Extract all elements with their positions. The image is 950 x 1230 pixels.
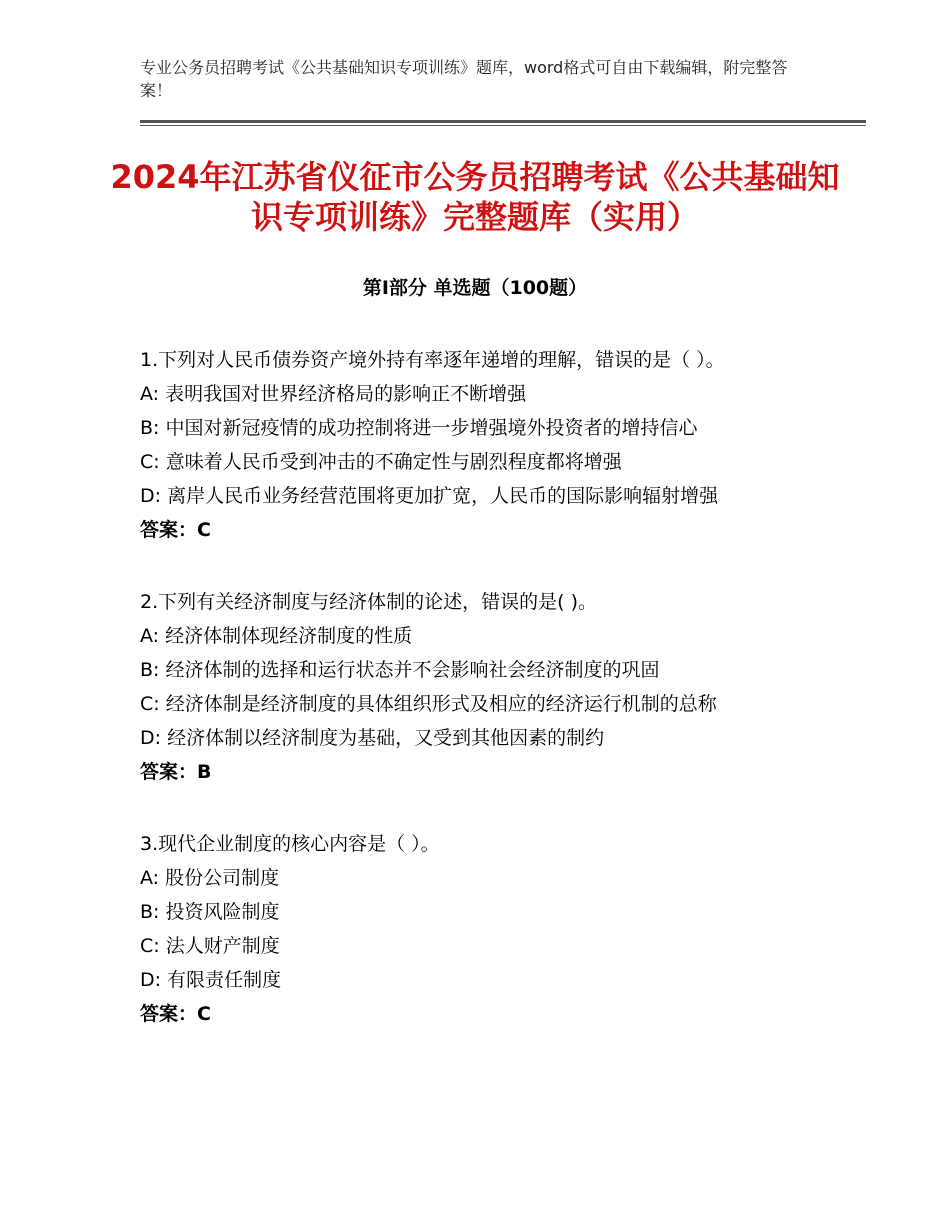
question-list [140, 343, 810, 1069]
question-stem: 3.现代企业制度的核心内容是（ ）。 [140, 833, 440, 855]
option-d: D: 经济体制以经济制度为基础，又受到其他因素的制约 [140, 727, 605, 749]
option-b: B: 投资风险制度 [140, 901, 280, 923]
section-title: 第Ⅰ部分 单选题（100题） [362, 277, 588, 299]
answer: 答案：C [140, 519, 211, 541]
answer: 答案：C [140, 1003, 211, 1025]
question-item [140, 343, 810, 547]
option-c: C: 意味着人民币受到冲击的不确定性与剧烈程度都将增强 [140, 451, 622, 473]
option-d: D: 有限责任制度 [140, 969, 282, 991]
option-a: A: 股份公司制度 [140, 867, 280, 889]
question-stem: 1.下列对人民币债券资产境外持有率逐年递增的理解，错误的是（ ）。 [140, 349, 725, 371]
question-stem: 2.下列有关经济制度与经济体制的论述，错误的是( )。 [140, 591, 597, 613]
option-d: D: 离岸人民币业务经营范围将更加扩宽，人民币的国际影响辐射增强 [140, 485, 719, 507]
document-title: 2024年江苏省仪征市公务员招聘考试《公共基础知识专项训练》完整题库（实用） [110, 158, 840, 236]
option-a: A: 表明我国对世界经济格局的影响正不断增强 [140, 383, 527, 405]
option-a: A: 经济体制体现经济制度的性质 [140, 625, 413, 647]
option-b: B: 中国对新冠疫情的成功控制将进一步增强境外投资者的增持信心 [140, 417, 698, 439]
option-c: C: 法人财产制度 [140, 935, 280, 957]
header-rule-thick [140, 120, 866, 123]
answer: 答案：B [140, 761, 212, 783]
header-rule-thin [140, 125, 866, 126]
option-b: B: 经济体制的选择和运行状态并不会影响社会经济制度的巩固 [140, 659, 660, 681]
header-note: 专业公务员招聘考试《公共基础知识专项训练》题库，word格式可自由下载编辑，附完整答案！ [140, 58, 788, 100]
question-item [140, 585, 810, 789]
option-c: C: 经济体制是经济制度的具体组织形式及相应的经济运行机制的总称 [140, 693, 717, 715]
question-item [140, 827, 810, 1031]
